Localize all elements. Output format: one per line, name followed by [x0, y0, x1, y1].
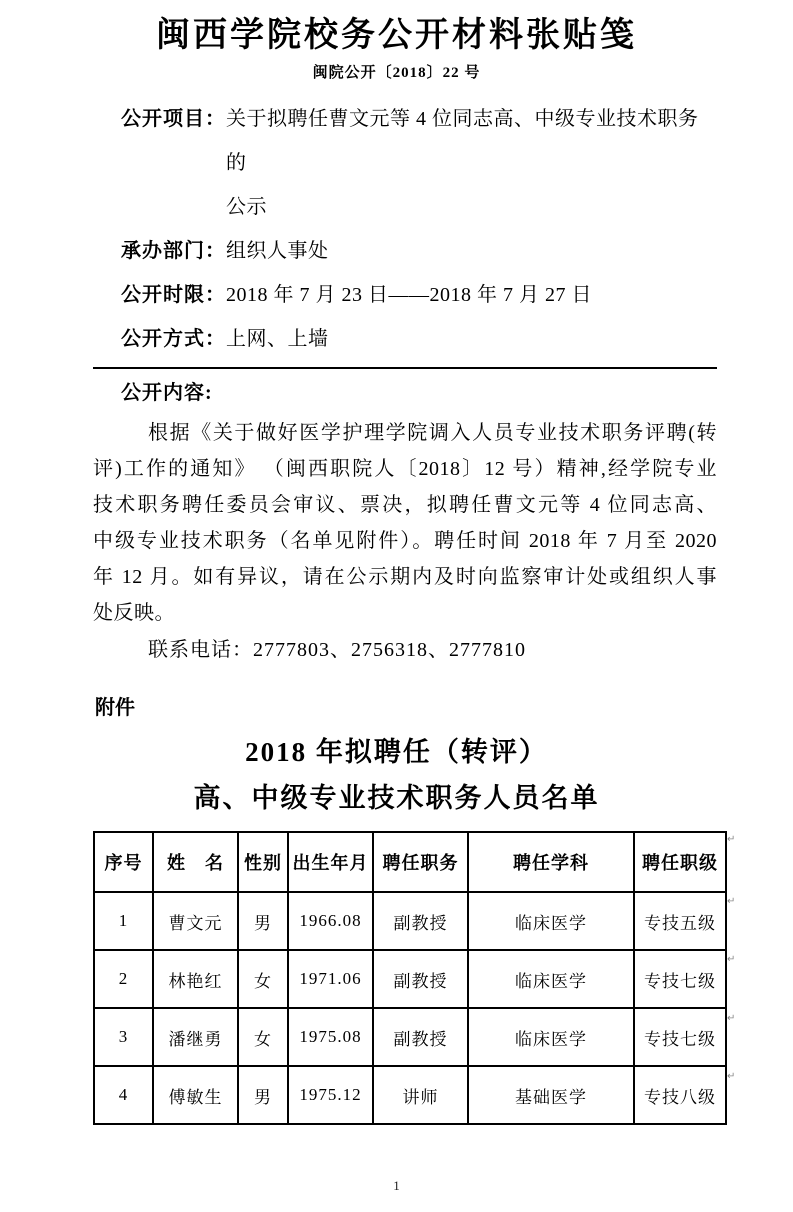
field-method-value: 上网、上墙 — [226, 328, 329, 350]
paragraph-line: 根据《关于做好医学护理学院调入人员专业技术职务评聘(转 — [148, 422, 717, 444]
cell-discipline: 临床医学 — [468, 892, 634, 950]
cell-name: 林艳红 — [153, 950, 238, 1008]
field-public-item-value-line1: 关于拟聘任曹文元等 4 位同志高、中级专业技术职务的 — [226, 108, 699, 174]
cell-gender: 女 — [238, 950, 288, 1008]
cell-name: 傅敏生 — [153, 1066, 238, 1124]
cell-rank: 专技七级 — [634, 950, 726, 1008]
cell-birth: 1975.08 — [288, 1008, 373, 1066]
field-period-label: 公开时限： — [121, 284, 226, 306]
table-row — [94, 892, 726, 950]
table-row — [94, 1008, 726, 1066]
field-department-value: 组织人事处 — [226, 240, 329, 262]
paragraph-line: 评)工作的通知》 （闽西职院人〔2018〕12 号）精神,经学院专业 — [93, 458, 717, 480]
header-fields — [93, 97, 717, 361]
paragraph-line: 技术职务聘任委员会审议、票决，拟聘任曹文元等 4 位同志高、 — [93, 494, 717, 516]
section-divider — [93, 367, 717, 369]
cell-position: 副教授 — [373, 892, 468, 950]
cell-birth: 1971.06 — [288, 950, 373, 1008]
table-header-row — [94, 832, 726, 892]
cell-discipline: 临床医学 — [468, 950, 634, 1008]
cell-position: 副教授 — [373, 1008, 468, 1066]
field-department-label: 承办部门： — [121, 240, 226, 262]
attachment-title-line2: 高、中级专业技术职务人员名单 — [193, 783, 600, 813]
field-method-label: 公开方式： — [121, 328, 226, 350]
document-number: 闽院公开〔2018〕22 号 — [312, 65, 481, 81]
attachment-label: 附件 — [95, 697, 135, 719]
paragraph-mark-icon: ↵ — [727, 834, 736, 845]
table-row — [94, 950, 726, 1008]
field-public-item — [93, 97, 717, 229]
table-row — [94, 1066, 726, 1124]
field-public-item-label: 公开项目： — [121, 108, 226, 130]
cell-name: 潘继勇 — [153, 1008, 238, 1066]
col-header-name: 姓 名 — [153, 832, 238, 892]
col-header-discipline: 聘任学科 — [468, 832, 634, 892]
cell-position: 副教授 — [373, 950, 468, 1008]
cell-name: 曹文元 — [153, 892, 238, 950]
page-number: 1 — [393, 1178, 400, 1193]
attachment-title-line1: 2018 年拟聘任（转评） — [245, 737, 548, 767]
col-header-birth: 出生年月 — [288, 832, 373, 892]
cell-gender: 女 — [238, 1008, 288, 1066]
content-section-label: 公开内容: — [121, 382, 213, 404]
paragraph-mark-icon: ↵ — [727, 954, 736, 965]
cell-position: 讲师 — [373, 1066, 468, 1124]
col-header-gender: 性别 — [238, 832, 288, 892]
paragraph-line: 年 12 月。如有异议，请在公示期内及时向监察审计处或组织人事 — [93, 566, 717, 588]
cell-discipline: 基础医学 — [468, 1066, 634, 1124]
field-department — [93, 229, 717, 273]
cell-gender: 男 — [238, 1066, 288, 1124]
cell-rank: 专技八级 — [634, 1066, 726, 1124]
page-title: 闽西学院校务公开材料张贴笺 — [156, 17, 637, 54]
paragraph-mark-icon: ↵ — [727, 1071, 736, 1082]
field-public-item-value-line2: 公示 — [226, 196, 267, 218]
roster-table-wrap — [93, 831, 753, 1125]
paragraph-line: 中级专业技术职务（名单见附件）。聘任时间 2018 年 7 月至 2020 — [93, 530, 717, 552]
field-public-item-value — [226, 97, 717, 229]
cell-rank: 专技五级 — [634, 892, 726, 950]
paragraph-line: 处反映。 — [93, 602, 175, 624]
cell-index: 3 — [94, 1008, 153, 1066]
roster-table — [93, 831, 727, 1125]
cell-index: 4 — [94, 1066, 153, 1124]
field-period-value: 2018 年 7 月 23 日——2018 年 7 月 27 日 — [226, 284, 592, 306]
cell-birth: 1975.12 — [288, 1066, 373, 1124]
col-header-rank: 聘任职级 — [634, 832, 726, 892]
cell-rank: 专技七级 — [634, 1008, 726, 1066]
cell-index: 2 — [94, 950, 153, 1008]
col-header-index: 序号 — [94, 832, 153, 892]
col-header-position: 聘任职务 — [373, 832, 468, 892]
paragraph-mark-icon: ↵ — [727, 896, 736, 907]
paragraph-mark-icon: ↵ — [727, 1013, 736, 1024]
cell-discipline: 临床医学 — [468, 1008, 634, 1066]
contact-phones: 联系电话：2777803、2756318、2777810 — [148, 639, 526, 661]
cell-index: 1 — [94, 892, 153, 950]
field-period — [93, 273, 717, 317]
cell-gender: 男 — [238, 892, 288, 950]
cell-birth: 1966.08 — [288, 892, 373, 950]
field-method — [93, 317, 717, 361]
content-paragraph — [93, 415, 717, 631]
